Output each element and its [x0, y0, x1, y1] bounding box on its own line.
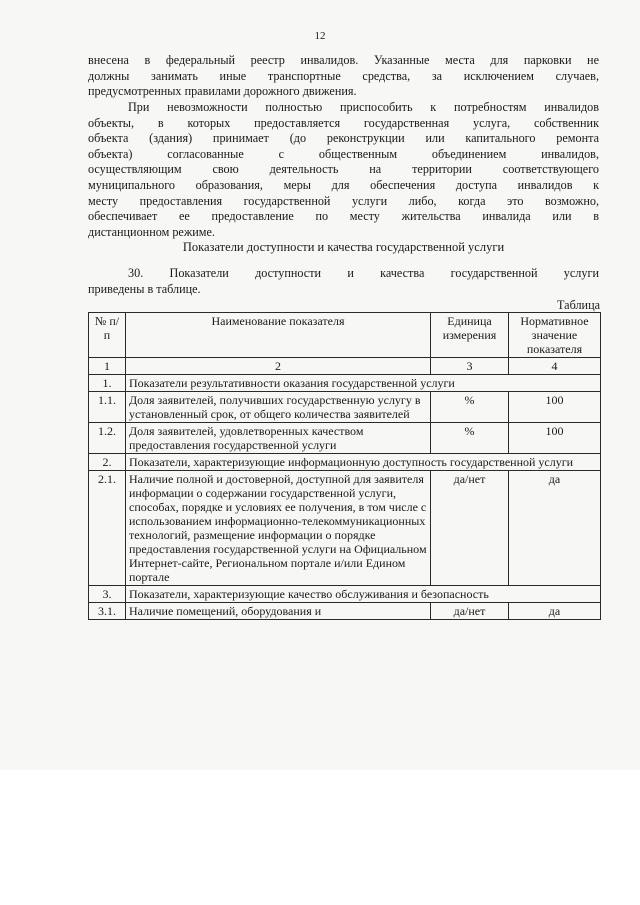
text-line: объекта) согласованные с общественным объединением инвалидов, — [88, 146, 599, 161]
text-line: 30. Показатели доступности и качества государственной услуги — [128, 266, 599, 280]
table-row — [89, 603, 601, 620]
indicator-name: Наличие полной и достоверной, доступной для заявителя информации о содержании государственной услуги, способах, порядке и условиях ее получения, в том числе с использованием информационно-телекоммуникационных технологий, размещение информации о порядке предоставления государственной услуги на Официальном Интернет-сайте, Региональном портале и/или Едином портале — [126, 471, 431, 586]
paragraph-accessibility — [88, 100, 599, 240]
row-number: 1. — [89, 375, 126, 392]
text-line: При невозможности полностью приспособить к потребностям инвалидов — [128, 100, 599, 114]
table-header-row — [89, 313, 601, 358]
indicator-name: Доля заявителей, удовлетворенных качеством предоставления государственной услуги — [126, 423, 431, 454]
table-row — [89, 454, 601, 471]
table-row — [89, 471, 601, 586]
column-number: 1 — [89, 358, 126, 375]
section-title: Показатели, характеризующие качество обслуживания и безопасность — [126, 586, 601, 603]
column-number-row — [89, 358, 601, 375]
text-line: обеспечивает ее предоставление по месту жительства инвалида или в — [88, 209, 599, 224]
indicator-unit: да/нет — [431, 603, 509, 620]
indicator-unit: да/нет — [431, 471, 509, 586]
header-cell: Наименование показателя — [126, 313, 431, 358]
text-line: месту предоставления государственной услуги либо, когда это возможно, — [88, 193, 599, 208]
table-row — [89, 392, 601, 423]
row-number: 1.2. — [89, 423, 126, 454]
table-row — [89, 375, 601, 392]
indicator-unit: % — [431, 423, 509, 454]
text-line: объекта (здания) принимает (до реконструкции или капитального ремонта — [88, 131, 599, 146]
section-title: Показатели, характеризующие информационную доступность государственной услуги — [126, 454, 601, 471]
page-number: 12 — [314, 30, 326, 42]
text-line: объекты, в которых предоставляется государственная услуга, собственник — [88, 115, 599, 130]
indicators-table — [88, 312, 601, 620]
column-number: 2 — [126, 358, 431, 375]
row-number: 2.1. — [89, 471, 126, 586]
indicator-value: 100 — [509, 423, 601, 454]
row-number: 3. — [89, 586, 126, 603]
row-number: 1.1. — [89, 392, 126, 423]
text-line: должны занимать иные транспортные средства, за исключением случаев, — [88, 68, 599, 83]
indicator-unit: % — [431, 392, 509, 423]
column-number: 4 — [509, 358, 601, 375]
blank-area — [0, 770, 640, 905]
header-cell: Нормативное значение показателя — [509, 313, 601, 358]
text-line: предусмотренных правилами дорожного движения. — [88, 84, 357, 99]
table-row — [89, 586, 601, 603]
indicator-name: Доля заявителей, получивших государственную услугу в установленный срок, от общего количества заявителей — [126, 392, 431, 423]
header-cell: № п/п — [89, 313, 126, 358]
indicator-value: да — [509, 471, 601, 586]
text-line: внесена в федеральный реестр инвалидов. Указанные места для парковки не — [88, 53, 599, 67]
indicator-name: Наличие помещений, оборудования и — [126, 603, 431, 620]
section-title: Показатели результативности оказания государственной услуги — [126, 375, 601, 392]
header-cell: Единица измерения — [431, 313, 509, 358]
column-number: 3 — [431, 358, 509, 375]
text-line: дистанционном режиме. — [88, 224, 215, 239]
indicator-value: 100 — [509, 392, 601, 423]
text-line: осуществляющим свою деятельность на территории соответствующего — [88, 162, 599, 177]
row-number: 3.1. — [89, 603, 126, 620]
row-number: 2. — [89, 454, 126, 471]
table-row — [89, 423, 601, 454]
paragraph-indicators — [88, 266, 599, 297]
paragraph-parking — [88, 53, 599, 100]
text-line: приведены в таблице. — [88, 281, 201, 296]
table-label: Таблица — [557, 298, 600, 312]
indicator-value: да — [509, 603, 601, 620]
section-heading: Показатели доступности и качества государственной услуги — [182, 240, 505, 254]
text-line: муниципального образования, меры для обеспечения доступа инвалидов к — [88, 177, 599, 192]
